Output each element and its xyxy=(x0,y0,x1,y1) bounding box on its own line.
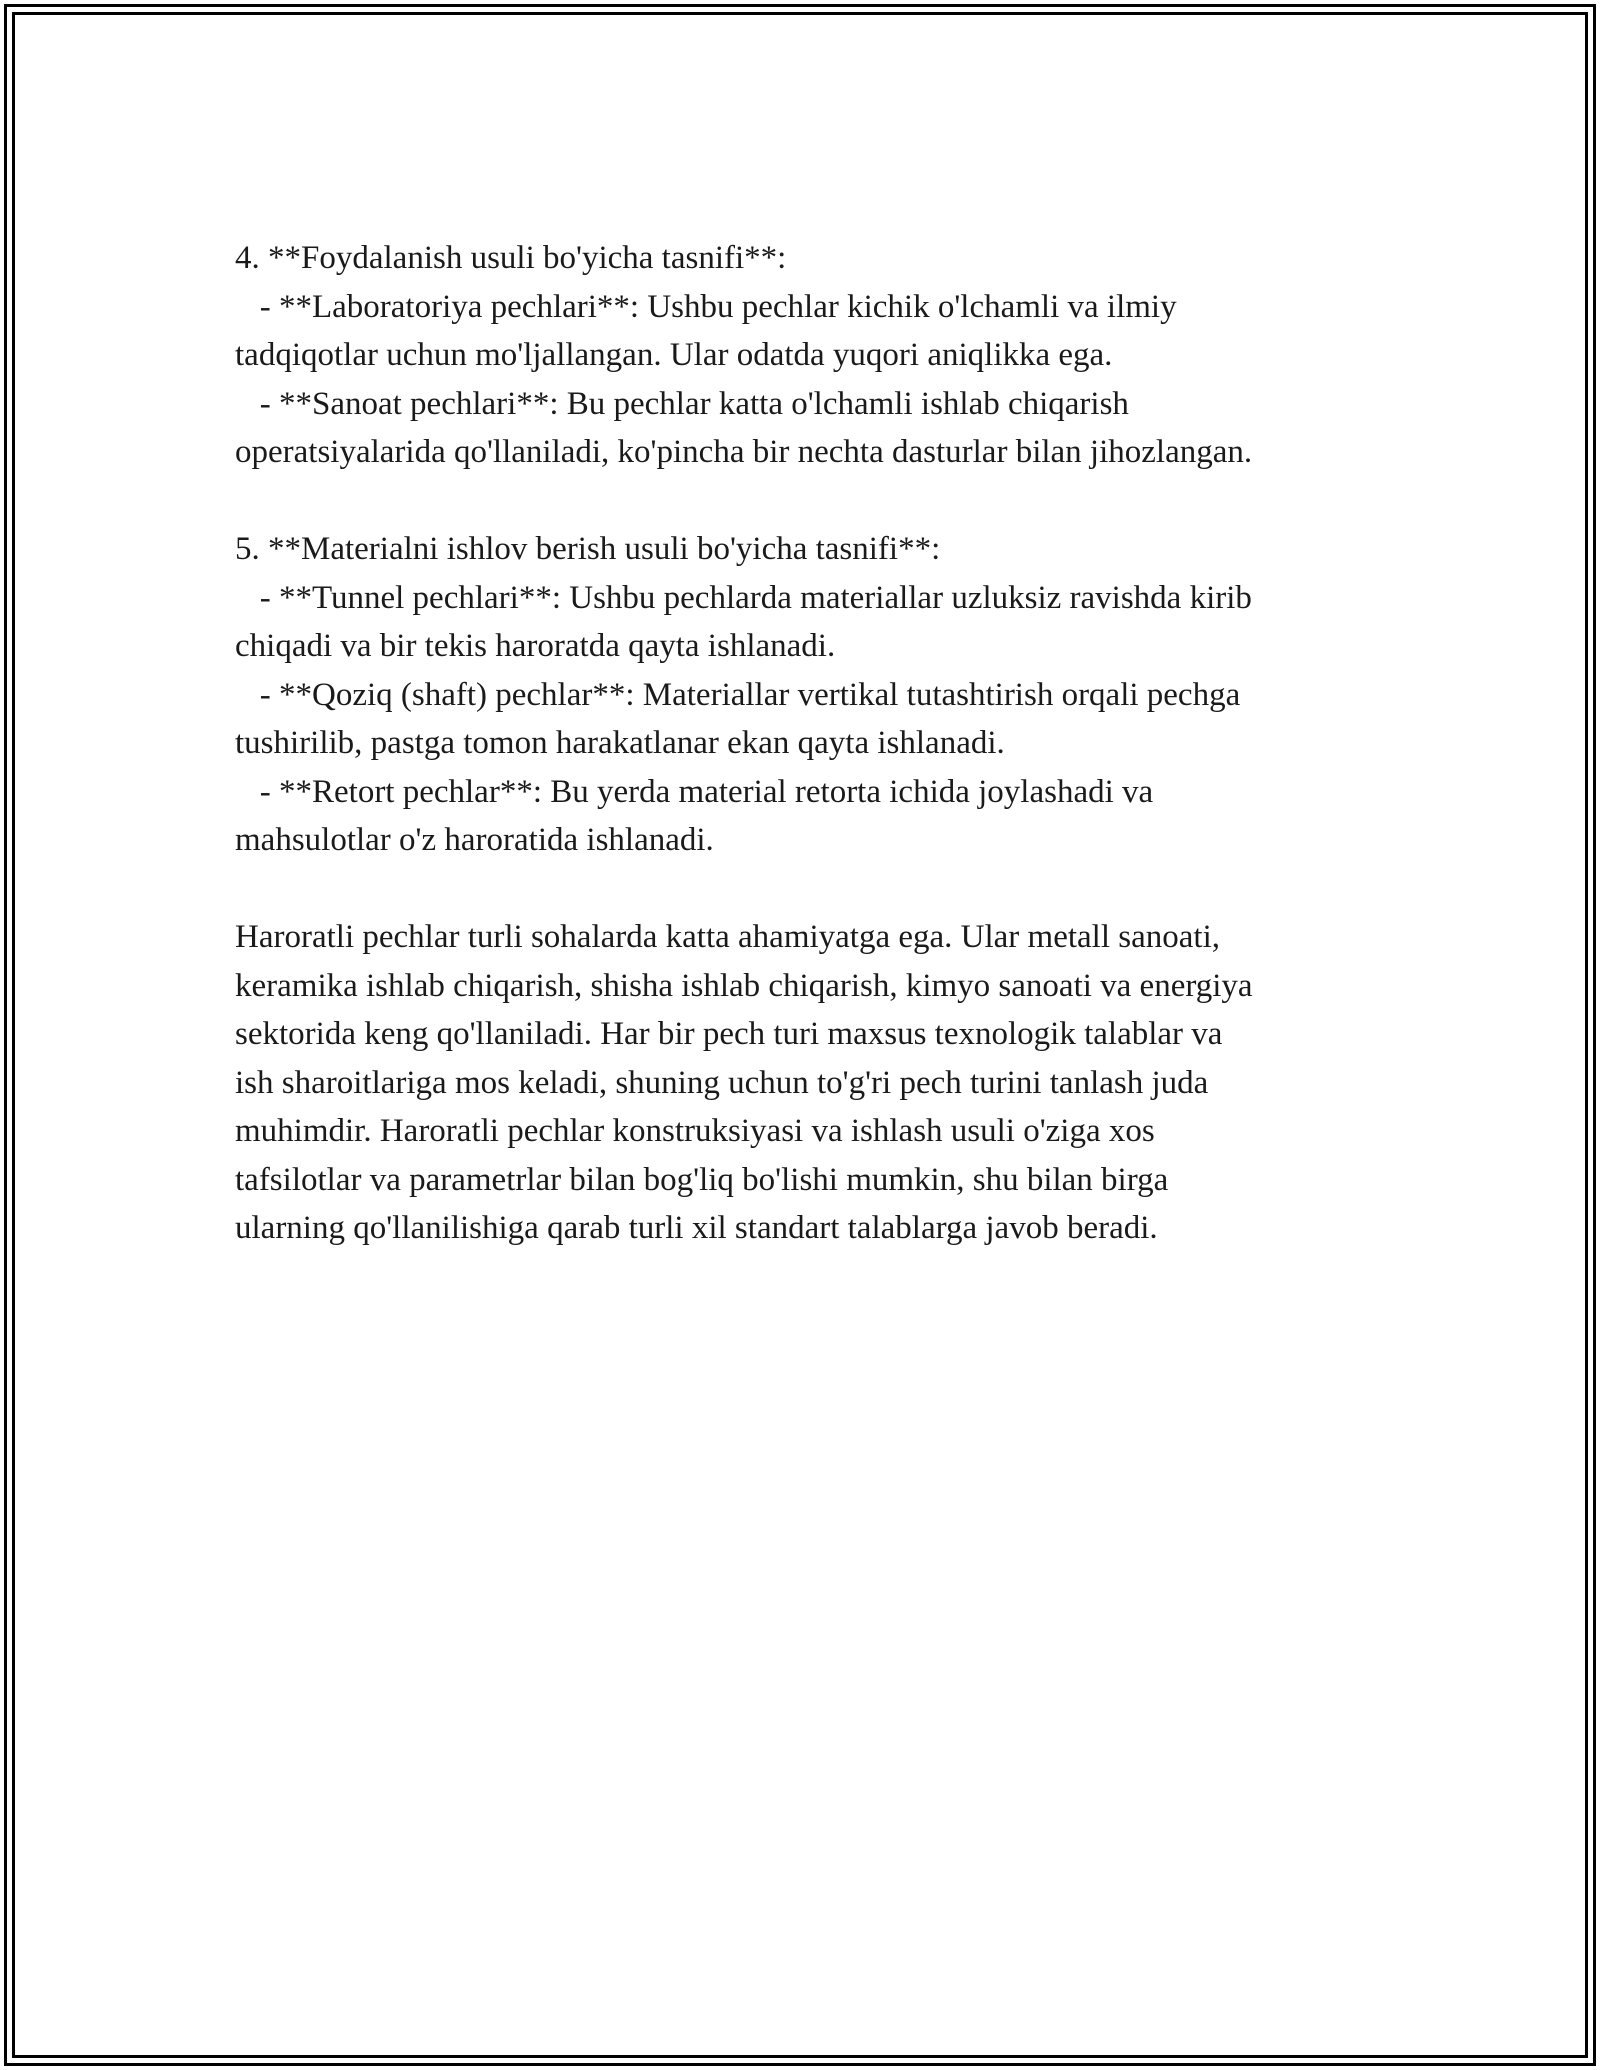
section-4-item-1-line-2: tadqiqotlar uchun mo'ljallangan. Ular odatda yuqori aniqlikka ega. xyxy=(235,337,1113,373)
section-5-heading: 5. **Materialni ishlov berish usuli bo'yicha tasnifi**: xyxy=(235,531,941,567)
paragraph-spacer xyxy=(235,865,1385,914)
section-5-item-1-line-2: chiqadi va bir tekis haroratda qayta ishlanadi. xyxy=(235,628,836,664)
document-body xyxy=(235,234,1385,1253)
section-5-item-3-line-1: - **Retort pechlar**: Bu yerda material retorta ichida joylashadi va xyxy=(235,773,1154,810)
section-4-heading: 4. **Foydalanish usuli bo'yicha tasnifi**: xyxy=(235,240,787,276)
section-4 xyxy=(235,234,1385,477)
conclusion-line-2: keramika ishlab chiqarish, shisha ishlab chiqarish, kimyo sanoati va energiya xyxy=(235,967,1253,1004)
section-5-item-1-line-1: - **Tunnel pechlari**: Ushbu pechlarda materiallar uzluksiz ravishda kirib xyxy=(235,579,1252,616)
conclusion-line-3: sektorida keng qo'llaniladi. Har bir pech turi maxsus texnologik talablar va xyxy=(235,1016,1223,1052)
conclusion-line-1: Haroratli pechlar turli sohalarda katta ahamiyatga ega. Ular metall sanoati, xyxy=(235,919,1220,955)
section-5-item-3-line-2: mahsulotlar o'z haroratida ishlanadi. xyxy=(235,822,714,858)
section-5-item-2-line-2: tushirilib, pastga tomon harakatlanar ekan qayta ishlanadi. xyxy=(235,725,1005,761)
section-5-item-2-line-1: - **Qoziq (shaft) pechlar**: Materiallar vertikal tutashtirish orqali pechga xyxy=(235,676,1241,713)
conclusion-line-6: tafsilotlar va parametrlar bilan bog'liq bo'lishi mumkin, shu bilan birga xyxy=(235,1161,1169,1198)
conclusion-line-4: ish sharoitlariga mos keladi, shuning uchun to'g'ri pech turini tanlash juda xyxy=(235,1064,1209,1101)
section-4-item-1-line-1: - **Laboratoriya pechlari**: Ushbu pechlar kichik o'lchamli va ilmiy xyxy=(235,288,1177,325)
section-4-item-2-line-2: operatsiyalarida qo'llaniladi, ko'pincha bir nechta dasturlar bilan jihozlangan. xyxy=(235,434,1253,470)
section-5 xyxy=(235,525,1385,865)
section-4-item-2-line-1: - **Sanoat pechlari**: Bu pechlar katta o'lchamli ishlab chiqarish xyxy=(235,385,1129,422)
paragraph-spacer xyxy=(235,477,1385,526)
conclusion-line-7: ularning qo'llanilishiga qarab turli xil standart talablarga javob beradi. xyxy=(235,1210,1158,1246)
conclusion-line-5: muhimdir. Haroratli pechlar konstruksiyasi va ishlash usuli o'ziga xos xyxy=(235,1113,1155,1149)
conclusion-paragraph xyxy=(235,913,1385,1253)
